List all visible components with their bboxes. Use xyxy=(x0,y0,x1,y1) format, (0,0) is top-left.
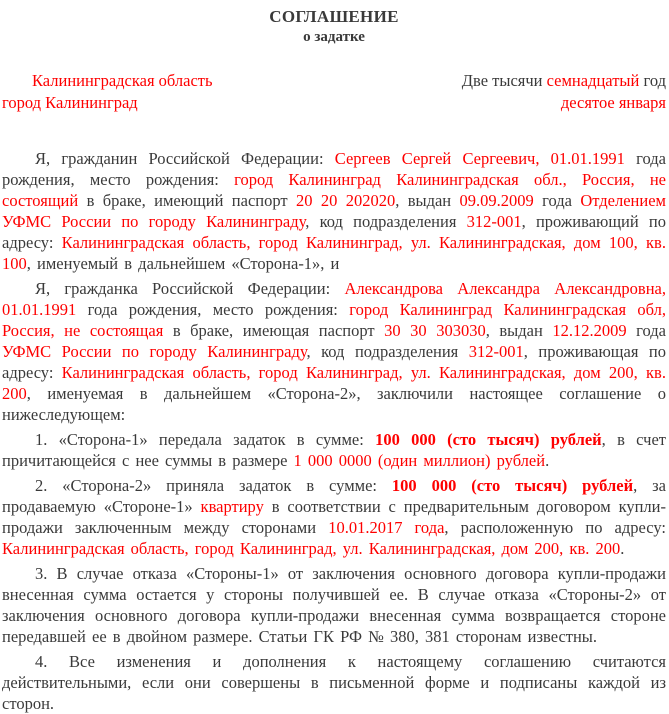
paragraph xyxy=(2,148,666,274)
text-run: Калининградская область, город Калининград, ул. Калининградская, дом 200, кв. 200 xyxy=(2,363,666,403)
text-run: , за продаваемую «Стороне-1» xyxy=(2,476,666,516)
text-run: 312-001 xyxy=(468,342,524,361)
text-run: года рождения, место рождения: xyxy=(76,300,350,319)
text-run: Я, гражданин Российской Федерации: xyxy=(35,149,335,168)
text-run: 10.01.2017 года xyxy=(328,518,445,537)
text-run: , выдан xyxy=(395,191,460,210)
text-run: Калининградская область, город Калининград, ул. Калининградская, дом 100, кв. 100 xyxy=(2,233,666,273)
text-run: . xyxy=(620,539,625,558)
document-title: СОГЛАШЕНИЕ xyxy=(269,7,399,26)
text-run: 20 20 202020 xyxy=(295,191,396,210)
text-run: Александрова Александра Александровна, 01.01.1991 xyxy=(2,279,667,319)
text-run: Калининградская область, город Калининград, ул. Калининградская, дом 200, кв. 200 xyxy=(2,539,621,558)
text-run: 30 30 303030 xyxy=(384,321,486,340)
text-run: , код подразделения xyxy=(306,342,469,361)
text-run: года xyxy=(626,321,666,340)
text-run: 2. «Сторона-2» приняла задаток в сумме: xyxy=(35,476,392,495)
text-run: 1 000 0000 (один миллион) рублей xyxy=(293,451,546,470)
text-run: УФМС России по городу Калининграду xyxy=(2,342,307,361)
date-line xyxy=(462,92,666,114)
paragraph xyxy=(2,563,666,647)
text-run: семнадцатый xyxy=(546,71,640,90)
text-run: в соответствии с предварительным договором купли-продажи заключенным между сторонами xyxy=(2,497,666,537)
text-run: 3. В случае отказа «Стороны-1» от заключения основного договора купли-продажи внесенная сумма остается у стороны получившей ее. В случае отказа «Стороны-2» от заключения основного договора купли-продажи внесенная сумма возвращается стороне передавшей ее в двойном размере. Статьи ГК РФ № 380, 381 сторонам известны. xyxy=(2,564,666,646)
text-run: 4. Все изменения и дополнения к настоящему соглашению считаются действительными, если они совершены в письменной форме и подписаны каждой из сторон. xyxy=(2,652,666,713)
text-run: город Калининград xyxy=(2,93,138,112)
text-run: 312-001 xyxy=(466,212,522,231)
paragraph xyxy=(2,475,666,559)
text-run: десятое января xyxy=(560,93,666,112)
text-run: Я, гражданка Российской Федерации: xyxy=(35,279,345,298)
text-run: , именуемый в дальнейшем «Сторона-1», и xyxy=(26,254,340,273)
text-run: 100 000 (сто тысяч) рублей xyxy=(375,430,602,449)
text-run: в браке, имеющая паспорт xyxy=(163,321,385,340)
text-run: Отделением УФМС России по городу Калининграду xyxy=(2,191,666,231)
text-run: Две тысячи xyxy=(461,71,547,90)
text-run: город Калининград Калининградская обл, Россия, не состоящая xyxy=(2,300,667,340)
document-header-row xyxy=(2,70,666,114)
text-run: в браке, имеющий паспорт xyxy=(78,191,296,210)
text-run: год xyxy=(639,71,666,90)
place-block xyxy=(2,70,213,114)
document-body xyxy=(2,148,666,714)
paragraph xyxy=(2,278,666,425)
text-run: 12.12.2009 xyxy=(552,321,627,340)
text-run: , именуемая в дальнейшем «Сторона-2», заключили настоящее соглашение о нижеследующем: xyxy=(2,384,666,424)
text-run: , код подразделения xyxy=(305,212,467,231)
text-run: , проживающий по адресу: xyxy=(2,212,666,252)
text-run: город Калининград Калининградская обл., Россия, не состоящий xyxy=(2,170,666,210)
text-run: . xyxy=(545,451,550,470)
text-run: 09.09.2009 xyxy=(459,191,534,210)
text-run: года xyxy=(533,191,581,210)
date-block xyxy=(462,70,666,114)
text-run: 100 000 (сто тысяч) рублей xyxy=(391,476,634,495)
text-run: Сергеев Сергей Сергеевич, 01.01.1991 xyxy=(334,149,625,168)
paragraph xyxy=(2,429,666,471)
text-run: Калининградская область xyxy=(32,71,213,90)
text-run: , расположенную по адресу: xyxy=(444,518,666,537)
date-line xyxy=(462,70,666,92)
text-run: года рождения, место рождения: xyxy=(2,149,667,189)
text-run: , в счет причитающейся с нее суммы в размере xyxy=(2,430,666,470)
document-subtitle: о задатке xyxy=(303,29,365,45)
place-line xyxy=(2,92,213,114)
place-line xyxy=(2,70,213,92)
text-run: , выдан xyxy=(485,321,553,340)
text-run: квартиру xyxy=(200,497,264,516)
text-run: , проживающая по адресу: xyxy=(2,342,666,382)
text-run: 1. «Сторона-1» передала задаток в сумме: xyxy=(35,430,376,449)
